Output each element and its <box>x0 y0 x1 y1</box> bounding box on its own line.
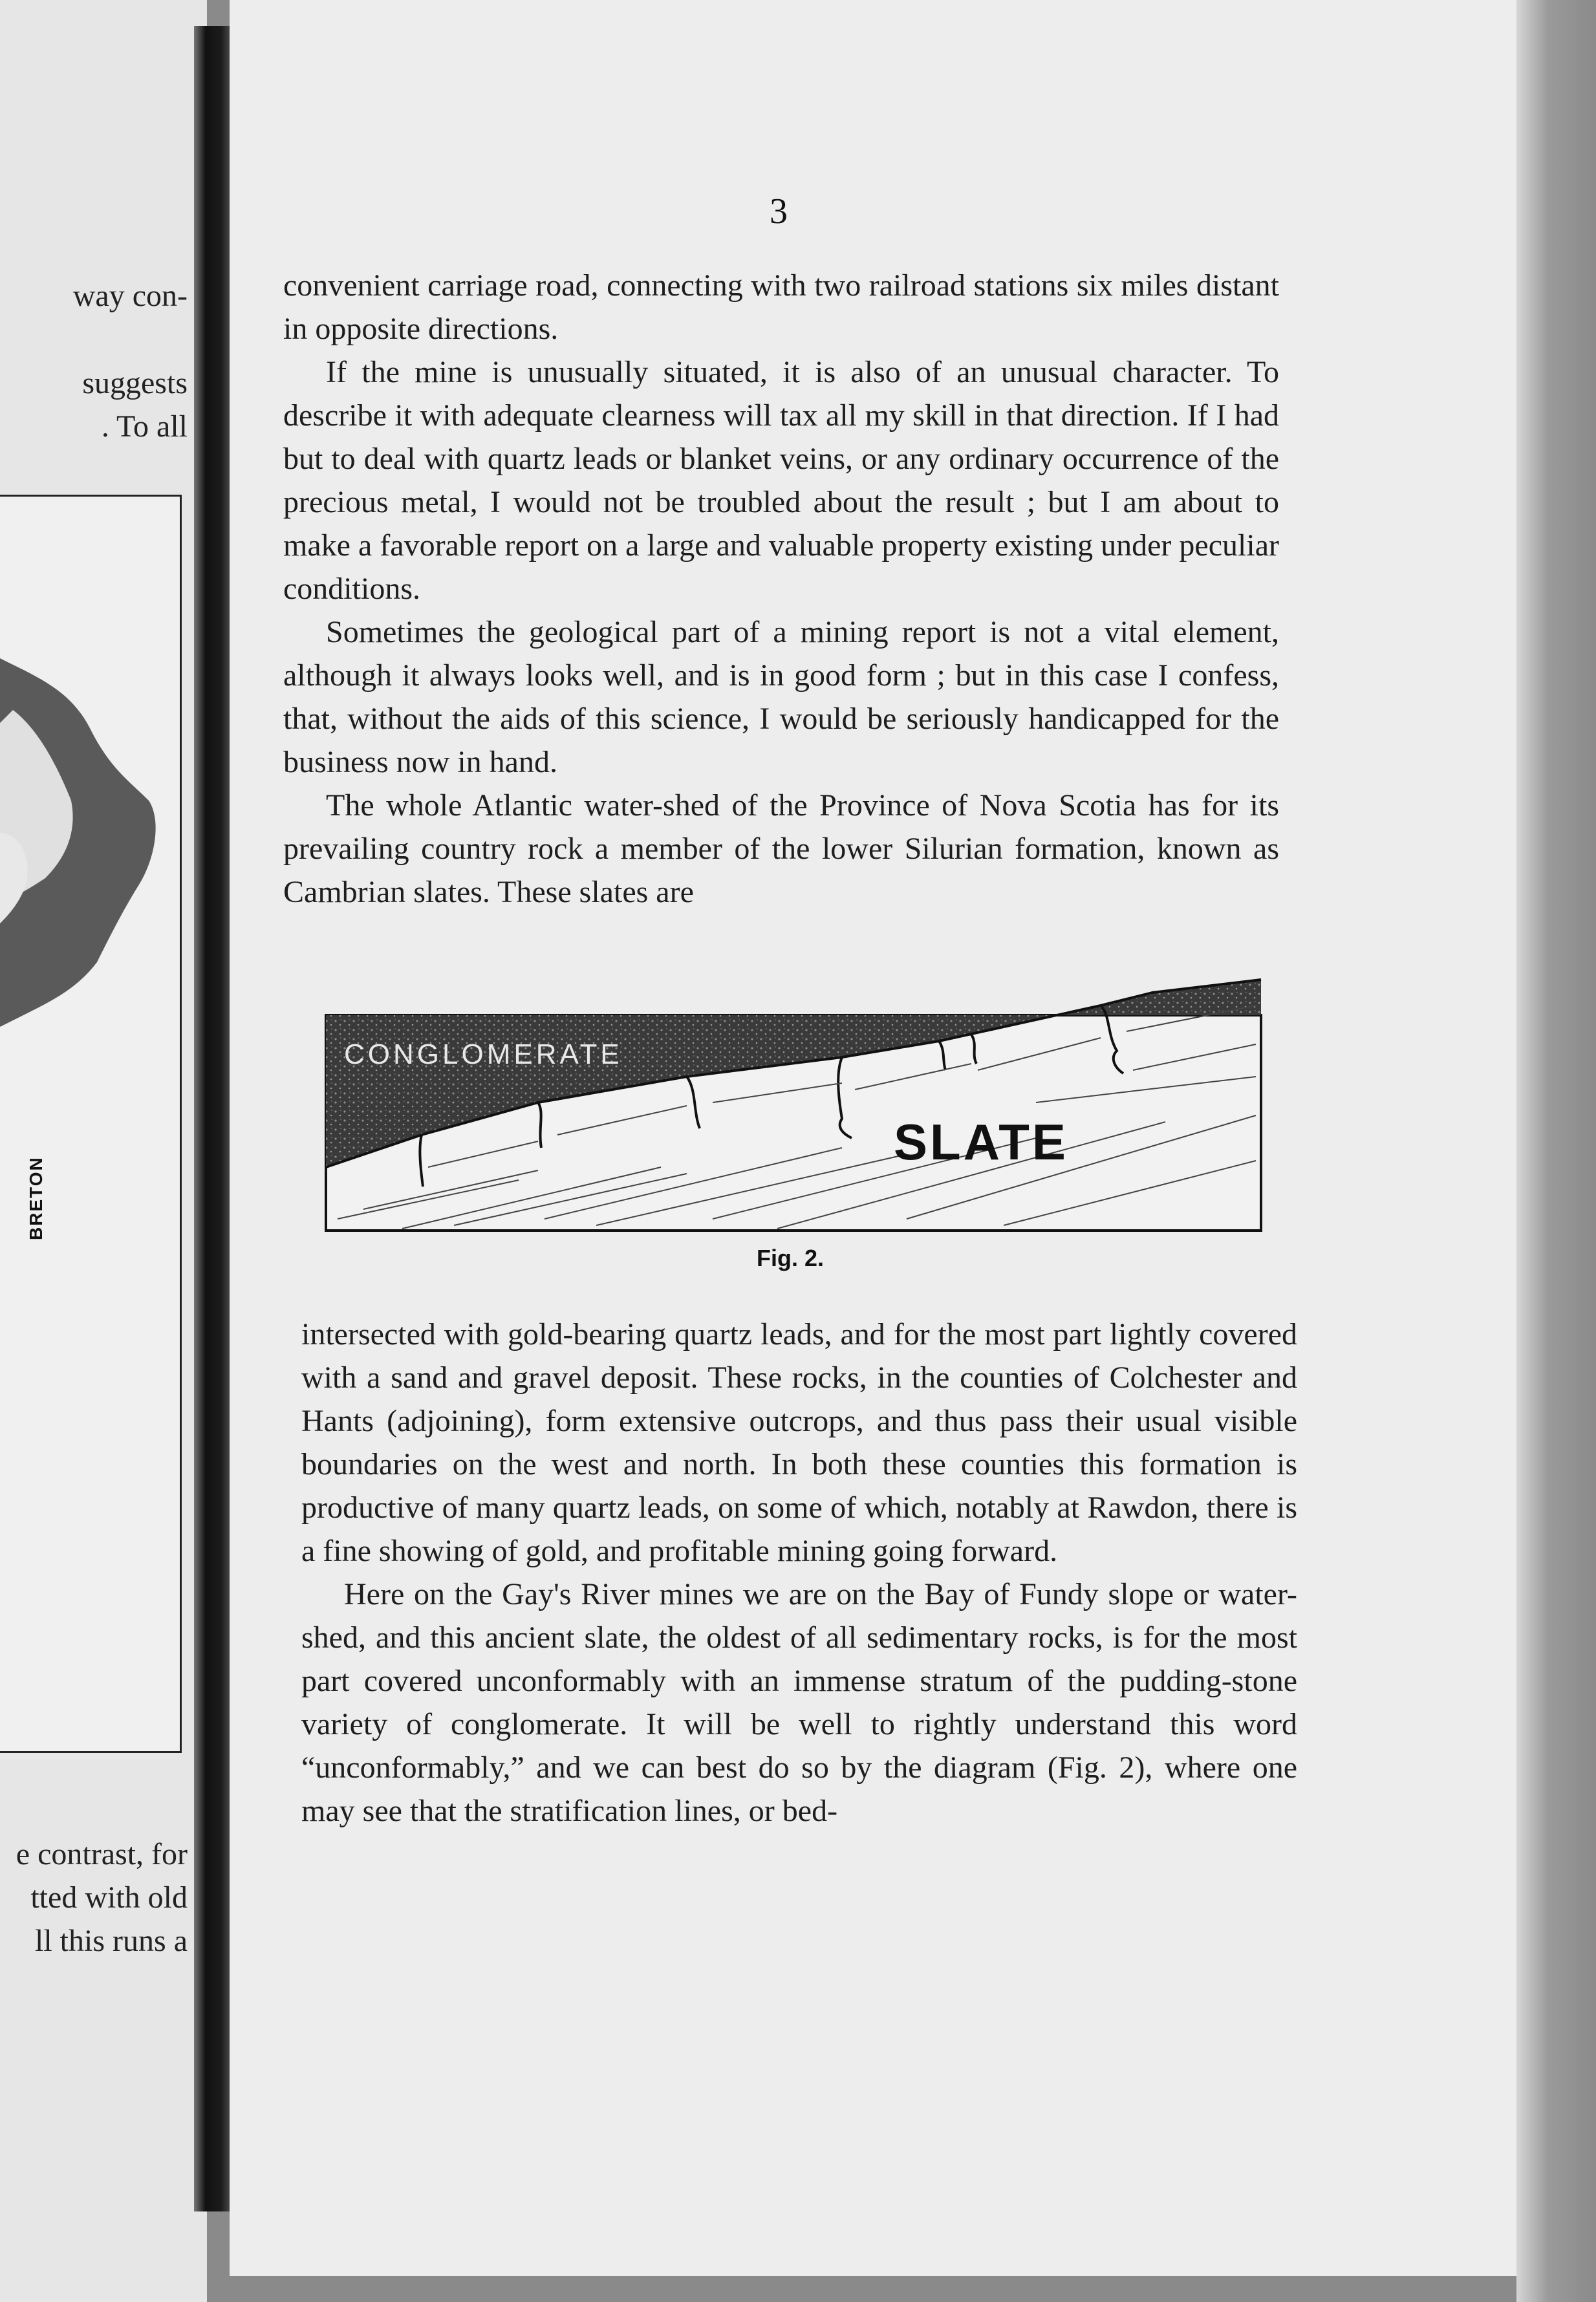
paragraph: Here on the Gay's River mines we are on the Bay of Fundy slope or water-shed, and this ancient slate, the oldest of all sedimentary rocks, is for the most part covered unconformably with an immense stratum of the pudding-stone variety of conglomerate. It will be well to rightly understand this word “unconformably,” and we can best do so by the diagram (Fig. 2), where one may see that the stratification lines, or bed- <box>301 1577 1297 1828</box>
left-page-line: . To all <box>101 409 188 444</box>
book-spine-gutter <box>194 26 233 2211</box>
page-edge <box>1516 0 1596 2302</box>
paragraph: convenient carriage road, connecting with two railroad stations six miles distant in opposite directions. <box>283 268 1279 346</box>
paragraph: If the mine is unusually situated, it is also of an unusual character. To describe it with adequate clearness will tax all my skill in that direction. If I had but to deal with quartz leads or blanket veins, or any ordinary occurrence of the precious metal, I would not be troubled about the result ; but I am about to make a favorable report on a large and valuable property existing under peculiar conditions. <box>283 355 1279 606</box>
left-page-line: e contrast, for <box>16 1837 188 1871</box>
page-number: 3 <box>770 191 788 231</box>
left-page-map <box>0 495 182 1753</box>
label-slate: SLATE <box>894 1113 1068 1170</box>
left-page-line: ll this runs a <box>35 1924 188 1958</box>
left-facing-page <box>0 0 207 2302</box>
body-text-bottom <box>301 1313 1297 1833</box>
figure-2-diagram <box>325 973 1262 1232</box>
left-page-line: way con- <box>72 279 188 313</box>
paragraph: The whole Atlantic water-shed of the Province of Nova Scotia has for its prevailing country rock a member of the lower Silurian formation, known as Cambrian slates. These slates are <box>283 788 1279 909</box>
left-page-line: suggests <box>82 366 188 400</box>
map-label-breton: BRETON <box>26 1156 46 1240</box>
body-text-top <box>283 264 1279 914</box>
left-page-line: tted with old <box>30 1880 188 1915</box>
label-conglomerate: CONGLOMERATE <box>344 1038 623 1070</box>
paragraph: intersected with gold-bearing quartz leads, and for the most part lightly covered with a sand and gravel deposit. These rocks, in the counties of Colchester and Hants (adjoining), form extensive outcrops, and thus pass their usual visible boundaries on the west and north. In both these counties this formation is productive of many quartz leads, on some of which, notably at Rawdon, there is a fine showing of gold, and profitable mining going forward. <box>301 1317 1297 1568</box>
figure-caption: Fig. 2. <box>757 1245 825 1271</box>
paragraph: Sometimes the geological part of a mining report is not a vital element, although it always looks well, and is in good form ; but in this case I confess, that, without the aids of this science, I would be seriously handicapped for the business now in hand. <box>283 615 1279 779</box>
map-drawing <box>0 497 180 1751</box>
